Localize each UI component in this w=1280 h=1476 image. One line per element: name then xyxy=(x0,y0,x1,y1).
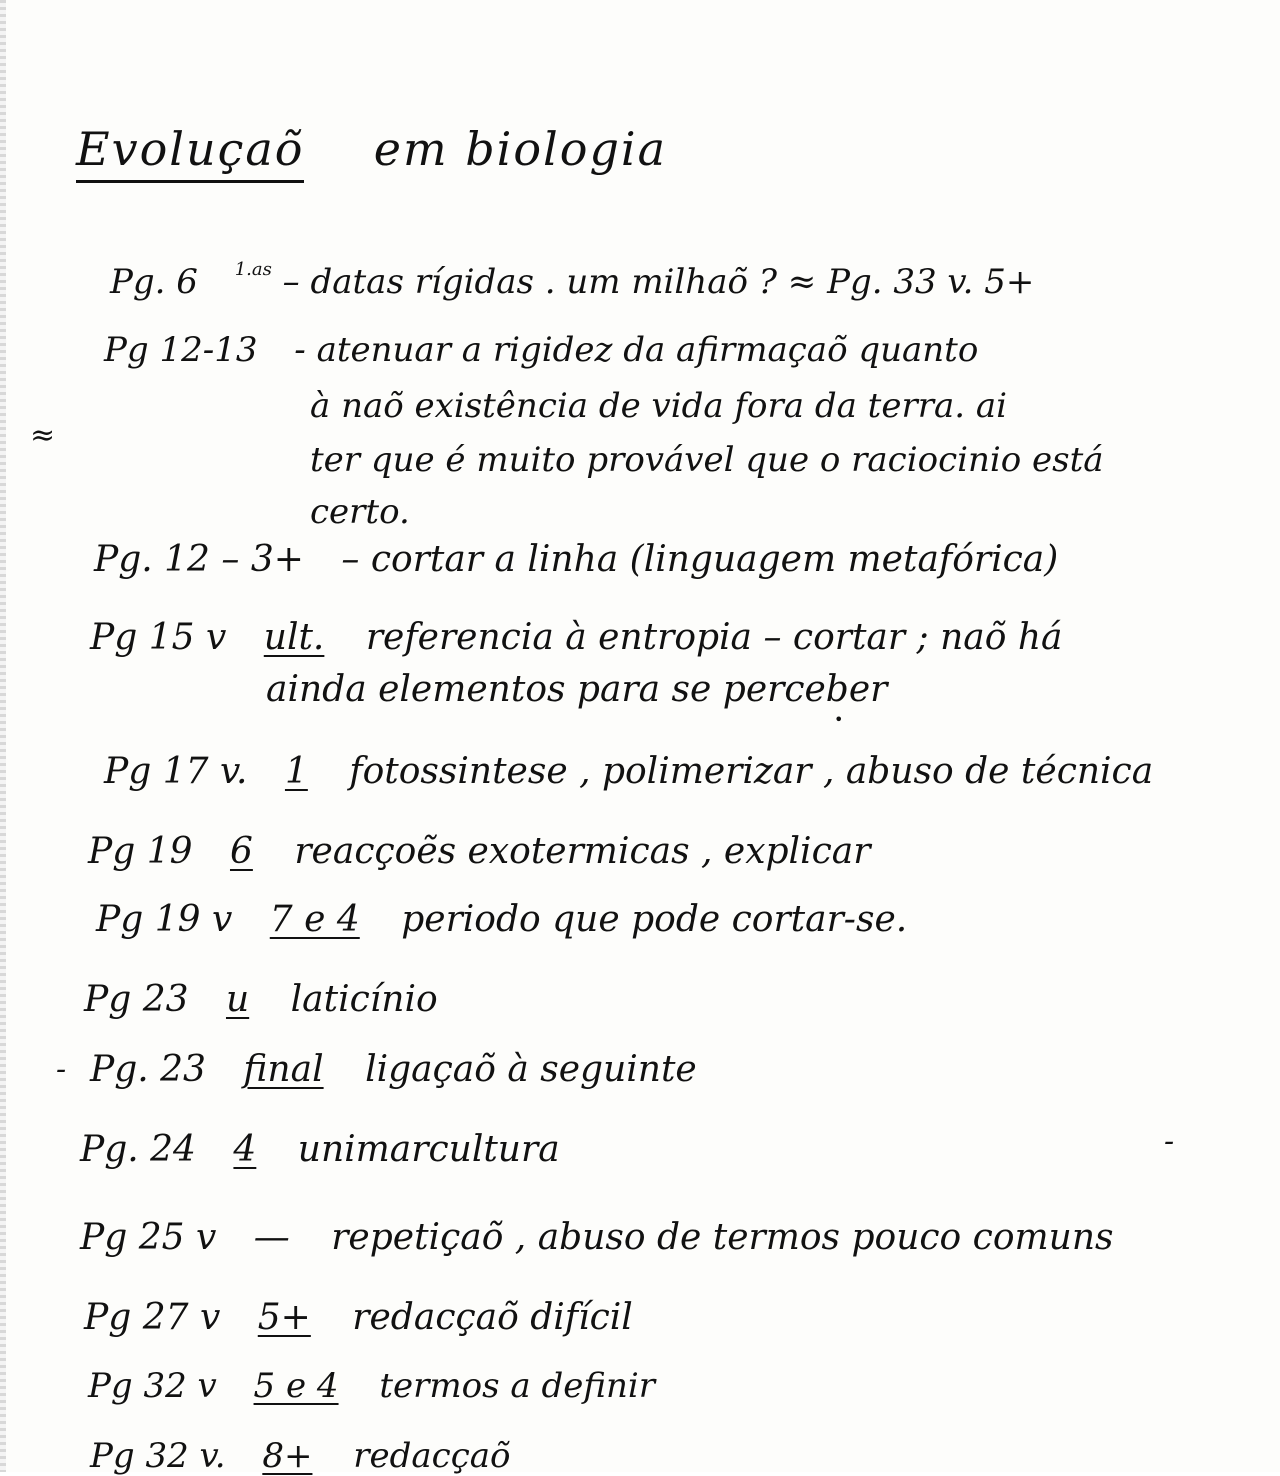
page-ref: Pg. 12 – 3+ xyxy=(94,539,304,580)
note-text: laticínio xyxy=(290,979,438,1020)
note-entry xyxy=(96,900,907,940)
page-ref: Pg 15 v xyxy=(90,617,227,658)
ink-dash-mark: - xyxy=(1164,1124,1175,1159)
note-text: referencia à entropia – cortar ; naõ há xyxy=(365,617,1063,658)
page-title xyxy=(76,122,667,183)
line-ref: final xyxy=(243,1049,324,1090)
note-text: repetiçaõ , abuso de termos pouco comuns xyxy=(331,1217,1114,1258)
line-ref: 7 e 4 xyxy=(269,899,360,940)
page-ref: Pg 27 v xyxy=(84,1297,221,1338)
note-entry xyxy=(104,752,1153,792)
line-ref: — xyxy=(253,1217,290,1258)
page-ref: Pg. 23 xyxy=(90,1049,206,1090)
note-entry xyxy=(84,980,438,1020)
page-ref: Pg. 6 xyxy=(110,262,198,302)
page-ref: Pg 17 v. xyxy=(104,751,248,792)
note-entry xyxy=(80,1130,560,1170)
note-entry xyxy=(90,618,1063,658)
note-text: periodo que pode cortar-se. xyxy=(401,899,908,940)
note-continuation: ainda elementos para se perceber xyxy=(266,669,888,710)
page-ref: Pg 23 xyxy=(84,979,189,1020)
line-ref: 5+ xyxy=(257,1297,311,1338)
line-ref: 5 e 4 xyxy=(253,1366,339,1406)
page-ref: Pg 19 v xyxy=(96,899,233,940)
title-part-1: Evoluçaõ xyxy=(76,122,304,183)
note-entry xyxy=(80,1218,1113,1258)
note-continuation: ter que é muito provável que o raciocinio está xyxy=(310,440,1104,480)
page-ref: Pg 12-13 xyxy=(104,330,258,370)
note-entry xyxy=(88,832,870,872)
note-text: redacçaõ xyxy=(353,1436,511,1476)
note-text: – cortar a linha (linguagem metafórica) xyxy=(341,539,1059,580)
note-text: - atenuar a rigidez da afirmaçaõ quanto xyxy=(294,330,979,370)
note-entry xyxy=(94,540,1058,580)
line-ref-sup: 1.as xyxy=(234,259,272,280)
note-text: – datas rígidas . um milhaõ ? ≈ Pg. 33 v. 5+ xyxy=(282,262,1035,302)
page-ref: Pg. 24 xyxy=(80,1129,196,1170)
note-text: redacçaõ difícil xyxy=(352,1297,633,1338)
note-text: ligaçaõ à seguinte xyxy=(365,1049,697,1090)
line-ref: ult. xyxy=(263,617,325,658)
page-ref: Pg 32 v. xyxy=(90,1436,226,1476)
line-ref: u xyxy=(225,979,250,1020)
note-entry xyxy=(84,1298,633,1338)
note-entry xyxy=(88,1366,655,1406)
note-entry xyxy=(90,1050,697,1090)
note-entry xyxy=(110,250,1034,302)
ink-dot-mark: • xyxy=(834,710,844,729)
title-part-2: em biologia xyxy=(373,122,668,176)
page-ref: Pg 32 v xyxy=(88,1366,217,1406)
margin-dash-mark: - xyxy=(56,1052,67,1087)
line-ref: 8+ xyxy=(262,1436,313,1476)
margin-squiggle-mark: ≈ xyxy=(30,418,56,453)
page-left-edge xyxy=(0,0,6,1472)
note-entry xyxy=(90,1436,511,1476)
note-text: fotossintese , polimerizar , abuso de técnica xyxy=(349,751,1154,792)
line-ref: 1 xyxy=(284,751,308,792)
line-ref: 4 xyxy=(233,1129,257,1170)
note-text: termos a definir xyxy=(379,1366,656,1406)
note-text: unimarcultura xyxy=(297,1129,560,1170)
page-ref: Pg 25 v xyxy=(80,1217,217,1258)
line-ref: 6 xyxy=(229,831,253,872)
page-ref: Pg 19 xyxy=(88,831,193,872)
note-entry xyxy=(104,330,978,370)
note-continuation: à naõ existência de vida fora da terra. ai xyxy=(310,386,1007,426)
note-text: reacçoẽs exotermicas , explicar xyxy=(294,831,871,872)
note-continuation: certo. xyxy=(310,492,410,532)
